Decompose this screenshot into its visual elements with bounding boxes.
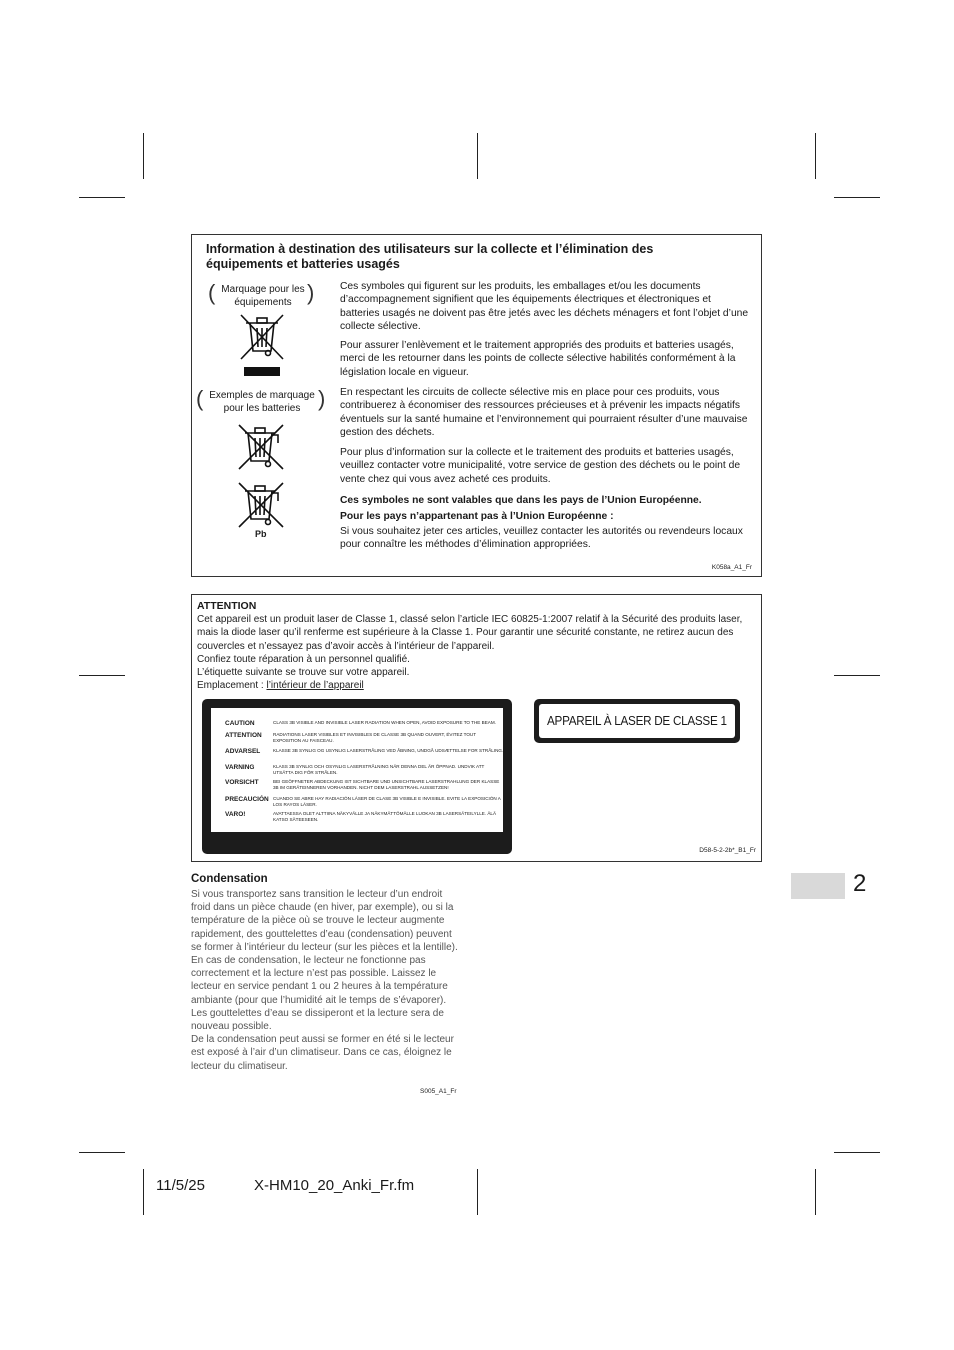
page-tab [791, 873, 845, 899]
warning-key: ADVARSEL [225, 748, 261, 755]
crop-mark [79, 675, 125, 676]
crossed-bin-icon [238, 481, 284, 529]
paren-left: ( [196, 386, 204, 411]
pb-label: Pb [255, 529, 267, 539]
laser-class-label [534, 699, 740, 743]
attention-box [191, 594, 762, 862]
attention-code: D58-5-2-2b*_B1_Fr [699, 847, 756, 854]
warning-key: PRECAUCIÓN [225, 796, 269, 803]
footer-filename: X-HM10_20_Anki_Fr.fm [254, 1177, 415, 1194]
info-paragraph: Ces symboles qui figurent sur les produits, les emballages et/ou les documents d’accompagnement signifient que les équipements électriques et électroniques et batteries usagés ne doivent pas être jetés avec les déchets ménagers et font l’objet d’une collecte sélective. [340, 281, 749, 332]
warning-text: CLASS 3B VISIBLE AND INVISIBLE LASER RADIATION WHEN OPEN, AVOID EXPOSURE TO THE BEAM. [273, 720, 496, 725]
info-paragraph: Pour plus d’information sur la collecte et le traitement des produits et batteries usagés, veuillez contacter votre municipalité, votre service de gestion des déchets ou le point de vente chez qui vous avez acheté ces produits. [340, 447, 741, 485]
crop-mark [834, 1152, 880, 1153]
attention-label-note: L’étiquette suivante se trouve sur votre appareil. [197, 667, 410, 679]
black-bar-mark [244, 367, 280, 376]
warning-key: VORSICHT [225, 779, 259, 786]
attention-text [197, 613, 757, 693]
paren-right: ) [318, 386, 326, 411]
warning-key: VARNING [225, 764, 255, 771]
attention-paragraph: Cet appareil est un produit laser de Classe 1, classé selon l’article IEC 60825-1:2007 relatif à la Sécurité des produits laser, mais la diode laser qu’il renferme est supérieure à la Classe 1. Pour garantir une sécurité constante, ne retirez aucun des couvercles et n’essayez pas d’avoir accès à l’intérieur de l’appareil. [197, 614, 743, 652]
info-paragraph: En respectant les circuits de collecte sélective mis en place pour ces produits, vous contribuerez à économiser des ressources précieuses et à prévenir les impacts négatifs éventuels sur la santé humaine et l’environnement qui pourraient résulter d’une mauvaise gestion des déchets. [340, 387, 748, 438]
crop-mark [834, 197, 880, 198]
warning-text: KLASSE 3B SYNLIG OG USYNLIG LASERSTRÅLING VED ÅBNING, UNDGÅ UDSÆTTELSE FOR STRÅLING. [273, 748, 504, 753]
crossed-bin-icon [240, 313, 284, 361]
attention-location [197, 679, 757, 692]
crop-mark [477, 133, 478, 179]
crop-mark [815, 1169, 816, 1215]
non-eu-text: Si vous souhaitez jeter ces articles, veuillez contacter les autorités ou revendeurs locaux pour connaître les méthodes d’élimination appropriées. [340, 526, 743, 551]
laser-class-text: APPAREIL À LASER DE CLASSE 1 [547, 713, 727, 728]
condensation-paragraph: Si vous transportez sans transition le lecteur d’un endroit froid dans un pièce chaude (en hiver, par exemple), ou si la température de la pièce où se trouve le lecteur augmente rapidement, des gouttelettes d’eau (condensation) peuvent se former à l’intérieur du lecteur (sur les pièces et la lentille). En cas de condensation, le lecteur ne fonctionne pas correctement et la lecture n’est pas possible. Laissez le lecteur en service pendant 1 ou 2 heures à la température ambiante (pour que l’humidité ait le temps de s’évaporer). Les gouttelettes d’eau se dissiperont et la lecture sera de nouveau possible. [191, 889, 458, 1033]
location-value: l’intérieur de l’appareil [266, 680, 364, 692]
condensation-title: Condensation [191, 873, 268, 885]
laser-warning-label [202, 699, 512, 854]
non-eu-heading: Pour les pays n’appartenant pas à l’Union Européenne : [340, 511, 614, 522]
condensation-paragraph: De la condensation peut aussi se former en été si le lecteur est exposé à l’air d’un climatiseur. Dans ce cas, éloignez le lecteur du climatiseur. [191, 1034, 454, 1072]
eu-notice: Ces symboles ne sont valables que dans les pays de l’Union Européenne. [340, 495, 702, 506]
crop-mark [143, 133, 144, 179]
laser-class-inner [539, 704, 735, 738]
paren-left: ( [208, 280, 216, 305]
warning-text: RADIATIONS LASER VISIBLES ET INVISIBLES DE CLASSE 3B QUAND OUVERT, ÉVITEZ TOUT EXPOSITION AU FAISCEAU. [273, 732, 476, 743]
weee-info-box [191, 234, 762, 577]
attention-repair: Confiez toute réparation à un personnel qualifié. [197, 653, 410, 665]
attention-title: ATTENTION [197, 600, 257, 612]
crop-mark [477, 1169, 478, 1215]
warning-text: KLASS 3B SYNLIG OCH OSYNLIG LASERSTRÅLNING NÄR DENNA DEL ÄR ÖPPNAD. UNDVIK ATT UTSÄTTA DIG FÖR STRÅLEN. [273, 764, 485, 775]
condensation-code: S005_A1_Fr [420, 1088, 457, 1095]
warning-text: CUANDO SE ABRE HAY RADIACIÓN LÁSER DE CLASE 3B VISIBLE E INVISIBLE. EVITE LA EXPOSICIÓN A LOS RAYOS LÁSER. [273, 796, 501, 807]
crop-mark [143, 1169, 144, 1215]
info-paragraph: Pour assurer l’enlèvement et le traitement appropriés des produits et batteries usagés, merci de les retourner dans les points de collecte sélective habilités conformément à la législation locale en vigueur. [340, 340, 736, 378]
warning-key: VARO! [225, 811, 246, 818]
warning-key: CAUTION [225, 720, 255, 727]
footer-date: 11/5/25 [156, 1177, 205, 1194]
page-number: 2 [853, 870, 867, 897]
paren-right: ) [307, 280, 315, 305]
caption-batteries: Exemples de marquage pour les batteries [209, 390, 315, 414]
crossed-bin-icon [238, 423, 284, 471]
crop-mark [834, 675, 880, 676]
condensation-body [191, 888, 463, 1073]
info-code: K058a_A1_Fr [711, 564, 752, 571]
info-title: Information à destination des utilisateurs sur la collecte et l’élimination des équipements et batteries usagés [206, 242, 654, 271]
warning-text: AVATTAESSA OLET ALTTIINA NÄKYVÄLLE JA NÄKYMÄTTÖMÄLLE LUOKAN 3B LASERSÄTEILYLLE. ÄLÄ KATSO SÄTEESEEN. [273, 811, 497, 822]
warning-text: BEI GEÖFFNETER ABDECKUNG IST SICHTBARE UND UNSICHTBARE LASERSTRAHLUNG DER KLASSE 3B IM GERÄTEINNEREN VORHANDEN. NICHT DEM LASERSTRAHL AUSSETZEN! [273, 779, 500, 790]
location-label: Emplacement : [197, 680, 267, 692]
crop-mark [79, 197, 125, 198]
warning-key: ATTENTION [225, 732, 262, 739]
crop-mark [79, 1152, 125, 1153]
crop-mark [815, 133, 816, 179]
caption-equipment: Marquage pour les équipements [221, 284, 305, 308]
laser-warning-inner [211, 708, 503, 832]
